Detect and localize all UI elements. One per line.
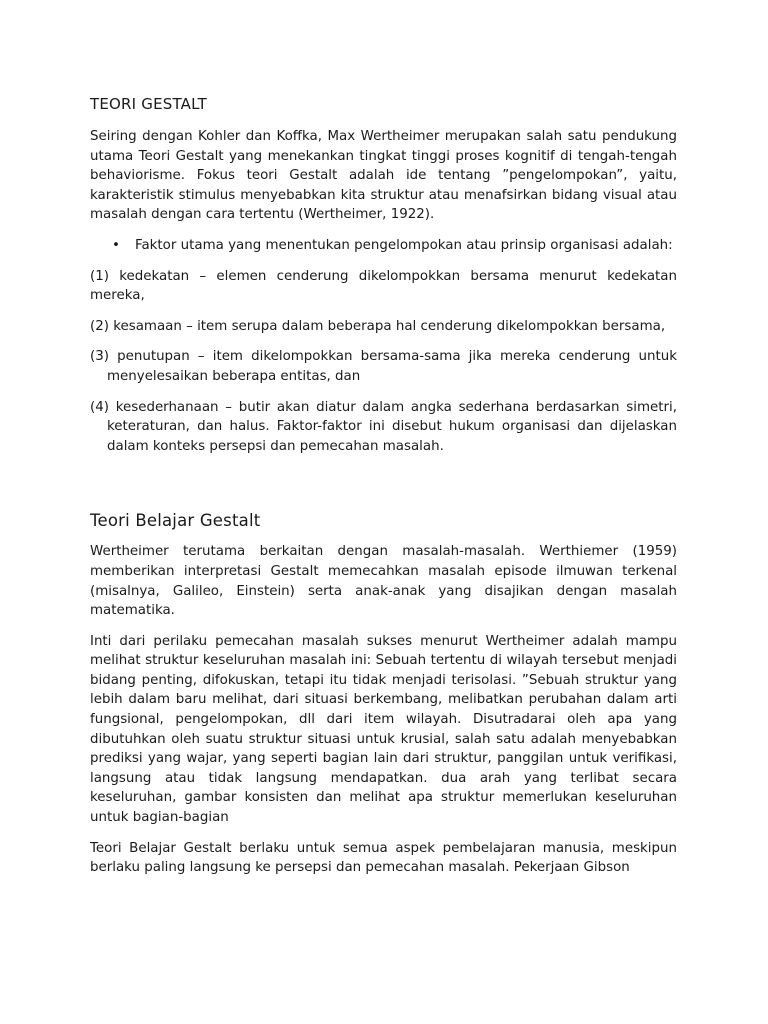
bullet-item (90, 236, 677, 256)
section-title-teori-belajar-gestalt: Teori Belajar Gestalt (90, 511, 261, 531)
factor-item-3: (3) penutupan – item dikelompokkan bersama-sama jika mereka cenderung untuk menyelesaikan beberapa entitas, dan (90, 349, 677, 384)
section-spacer (90, 467, 677, 509)
body-paragraph-2: Inti dari perilaku pemecahan masalah sukses menurut Wertheimer adalah mampu melihat struktur keseluruhan masalah ini: Sebuah tertentu di wilayah tersebut menjadi bidang penting, difokuskan, tetapi itu tidak menjadi terisolasi. ”Sebuah struktur yang lebih dalam baru melihat, dari situasi berkembang, melibatkan perubahan dalam arti fungsional, pengelompokan, dll dari item wilayah. Disutradarai oleh apa yang dibutuhkan oleh suatu struktur situasi untuk krusial, salah satu adalah menyebabkan prediksi yang wajar, yang seperti bagian lain dari struktur, panggilan untuk verifikasi, langsung atau tidak langsung mendapatkan. dua arah yang terlibat secara keseluruhan, gambar konsisten dan melihat apa struktur memerlukan keseluruhan untuk bagian-bagian (90, 633, 677, 826)
section-title-teori-gestalt: TEORI GESTALT (90, 95, 207, 113)
factor-item-4: (4) kesederhanaan – butir akan diatur dalam angka sederhana berdasarkan simetri, keteraturan, dan halus. Faktor-faktor ini disebut hukum organisasi dan dijelaskan dalam konteks persepsi dan pemecahan masalah. (90, 399, 677, 454)
document-content (90, 93, 677, 889)
factor-item-1: (1) kedekatan – elemen cenderung dikelompokkan bersama menurut kedekatan mereka, (90, 268, 677, 304)
intro-paragraph: Seiring dengan Kohler dan Koffka, Max Wertheimer merupakan salah satu pendukung utama Teori Gestalt yang menekankan tingkat tinggi proses kognitif di tengah-tengah behaviorisme. Fokus teori Gestalt adalah ide tentang ”pengelompokan”, yaitu, karakteristik stimulus menyebabkan kita struktur atau menafsirkan bidang visual atau masalah dengan cara tertentu (Wertheimer, 1922). (90, 129, 677, 223)
body-paragraph-1: Wertheimer terutama berkaitan dengan masalah-masalah. Werthiemer (1959) memberikan interpretasi Gestalt memecahkan masalah episode ilmuwan terkenal (misalnya, Galileo, Einstein) serta anak-anak yang disajikan dengan masalah matematika. (90, 544, 677, 619)
bullet-text: Faktor utama yang menentukan pengelompokan atau prinsip organisasi adalah: (135, 237, 673, 253)
bullet-dot-icon: • (112, 237, 120, 253)
factor-item-2: (2) kesamaan – item serupa dalam beberapa hal cenderung dikelompokkan bersama, (90, 318, 666, 334)
body-paragraph-3: Teori Belajar Gestalt berlaku untuk semua aspek pembelajaran manusia, meskipun berlaku paling langsung ke persepsi dan pemecahan masalah. Pekerjaan Gibson (90, 840, 677, 876)
